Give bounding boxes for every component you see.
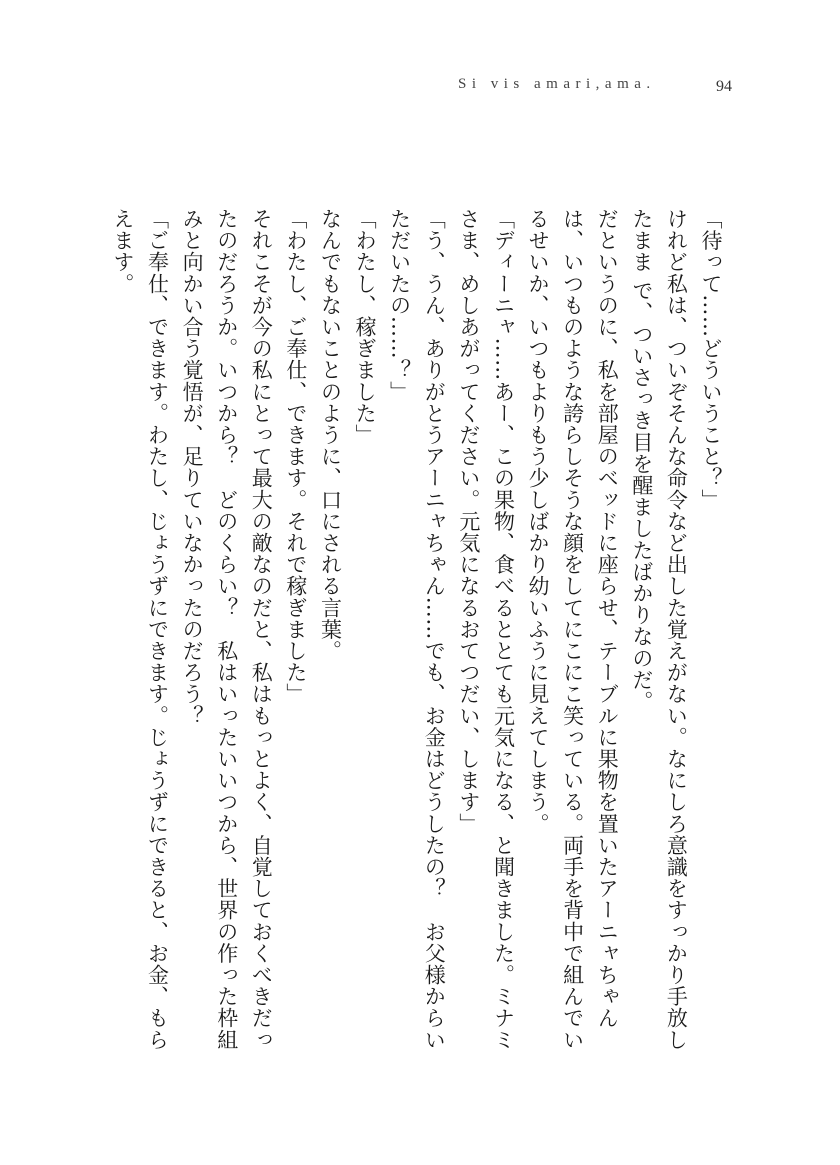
paragraph: なんでもないことのように、口にされる言葉。 bbox=[318, 208, 343, 662]
paragraph: だというのに、私を部屋のベッドに座らせ、テーブルに果物を置いたアーニャちゃんは、いつものような誇らしそうな顔をしてにこにこ笑っている。両手を背中で組んでいるせいか、いつもよりもう少しばかり幼いふうに見えてしまう。 bbox=[526, 208, 620, 1051]
paragraph: 「わたし、稼ぎました」 bbox=[353, 208, 378, 446]
paragraph: 「わたし、ご奉仕、できます。それで稼ぎました」 bbox=[283, 208, 308, 705]
paragraph: 「ディーニャ……あー、この果物、食べるととても元気になる、と聞きました。ミナミさま、めしあがってください。元気になるおてつだい、します」 bbox=[456, 208, 516, 1051]
page-number: 94 bbox=[716, 78, 732, 95]
paragraph: けれど私は、ついぞそんな命令など出した覚えがない。なにしろ意識をすっかり手放したまま で、ついさっき目を醒ましたばかりなのだ。 bbox=[629, 208, 689, 1051]
paragraph: 「ご奉仕、できます。わたし、じょうずにできます。じょうずにできると、お金、もらえます。 bbox=[110, 208, 170, 1051]
vertical-body-text bbox=[108, 208, 728, 1068]
paragraph: 「待って……どういうこと？」 bbox=[699, 208, 723, 511]
paragraph: それこそが今の私にとって最大の敵なのだと、私はもっとよく、自覚しておくべきだったのだろうか。いつから？ どのくらい？ 私はいったいいつから、世界の作った枠組みと向かい合う覚悟が、足りていなかったのだろう？ bbox=[180, 208, 274, 1051]
running-head-title: Si vis amari,ama. bbox=[458, 76, 656, 92]
paragraph: 「う、うん、ありがとうアーニャちゃん……でも、お金はどうしたの？ お父様からいただいたの……？」 bbox=[387, 208, 447, 1051]
